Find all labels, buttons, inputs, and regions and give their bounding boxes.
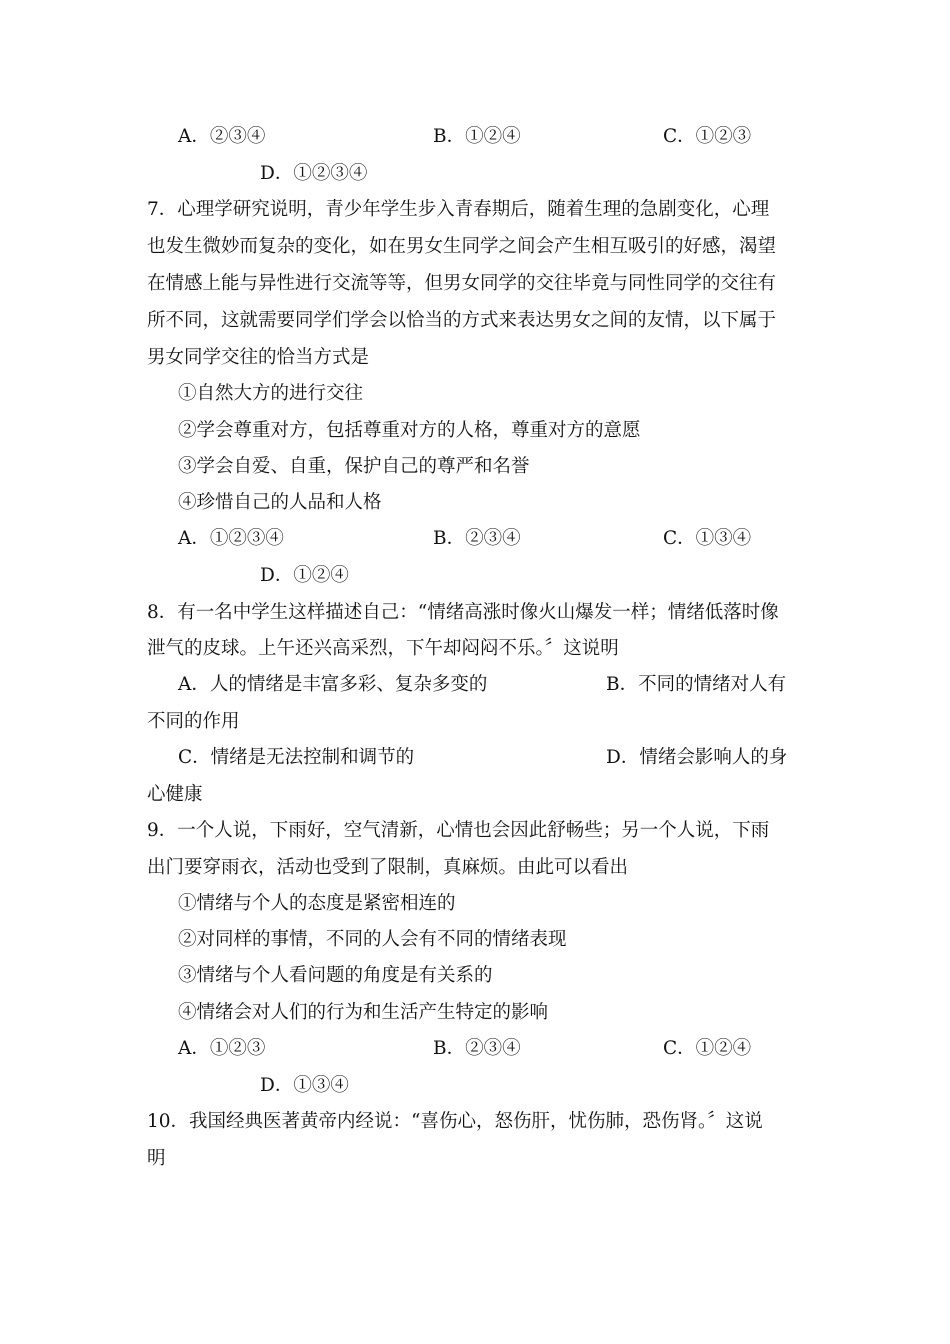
q7-option-a: A．①②③④ [178, 528, 284, 549]
q9-item: ③情绪与个人看问题的角度是有关系的 [178, 965, 493, 986]
q6-option-a: A．②③④ [178, 126, 266, 147]
q8-option-b-continuation: 不同的作用 [147, 711, 240, 732]
q7-option-d: D．①②④ [260, 565, 349, 586]
q6-option-c: C．①②③ [663, 126, 752, 147]
q8-stem-line: 8．有一名中学生这样描述自己：“情绪高涨时像火山爆发一样；情绪低落时像 [147, 602, 779, 623]
q8-option-b: B．不同的情绪对人有 [606, 674, 787, 695]
q7-item: ②学会尊重对方，包括尊重对方的人格，尊重对方的意愿 [178, 420, 641, 441]
q7-stem-line: 在情感上能与异性进行交流等等，但男女同学的交往毕竟与同性同学的交往有 [147, 273, 777, 294]
q10-stem-line: 10．我国经典医著黄帝内经说：“喜伤心，怒伤肝，忧伤肺，恐伤肾。〞这说 [147, 1111, 763, 1132]
q7-stem-line: 男女同学交往的恰当方式是 [147, 347, 370, 368]
q7-stem-line: 所不同，这就需要同学们学会以恰当的方式来表达男女之间的友情，以下属于 [147, 310, 777, 331]
q9-stem-line: 出门要穿雨衣，活动也受到了限制，真麻烦。由此可以看出 [147, 857, 629, 878]
q9-stem-line: 9．一个人说，下雨好，空气清新，心情也会因此舒畅些；另一个人说，下雨 [147, 820, 770, 841]
q9-option-b: B．②③④ [433, 1038, 521, 1059]
q8-option-d-continuation: 心健康 [147, 784, 203, 805]
q7-option-b: B．②③④ [433, 528, 521, 549]
q7-option-c: C．①③④ [663, 528, 752, 549]
q10-stem-line: 明 [147, 1148, 166, 1169]
q7-stem-line: 7．心理学研究说明，青少年学生步入青春期后，随着生理的急剧变化，心理 [147, 199, 770, 220]
q7-item: ③学会自爱、自重，保护自己的尊严和名誉 [178, 456, 530, 477]
q7-item: ④珍惜自己的人品和人格 [178, 492, 382, 513]
q8-option-c: C．情绪是无法控制和调节的 [178, 747, 415, 768]
q8-option-d: D．情绪会影响人的身 [606, 747, 788, 768]
q9-option-d: D．①③④ [260, 1075, 349, 1096]
q8-stem-line: 泄气的皮球。上午还兴高采烈，下午却闷闷不乐。〞这说明 [147, 638, 619, 659]
q7-item: ①自然大方的进行交往 [178, 383, 364, 404]
q6-option-d: D．①②③④ [260, 163, 368, 184]
q6-option-b: B．①②④ [433, 126, 521, 147]
q8-option-a: A．人的情绪是丰富多彩、复杂多变的 [178, 674, 488, 695]
q7-stem-line: 也发生微妙而复杂的变化，如在男女生同学之间会产生相互吸引的好感，渴望 [147, 236, 777, 257]
q9-item: ②对同样的事情，不同的人会有不同的情绪表现 [178, 929, 567, 950]
q9-option-c: C．①②④ [663, 1038, 752, 1059]
q9-item: ④情绪会对人们的行为和生活产生特定的影响 [178, 1002, 549, 1023]
q9-item: ①情绪与个人的态度是紧密相连的 [178, 893, 456, 914]
q9-option-a: A．①②③ [178, 1038, 266, 1059]
